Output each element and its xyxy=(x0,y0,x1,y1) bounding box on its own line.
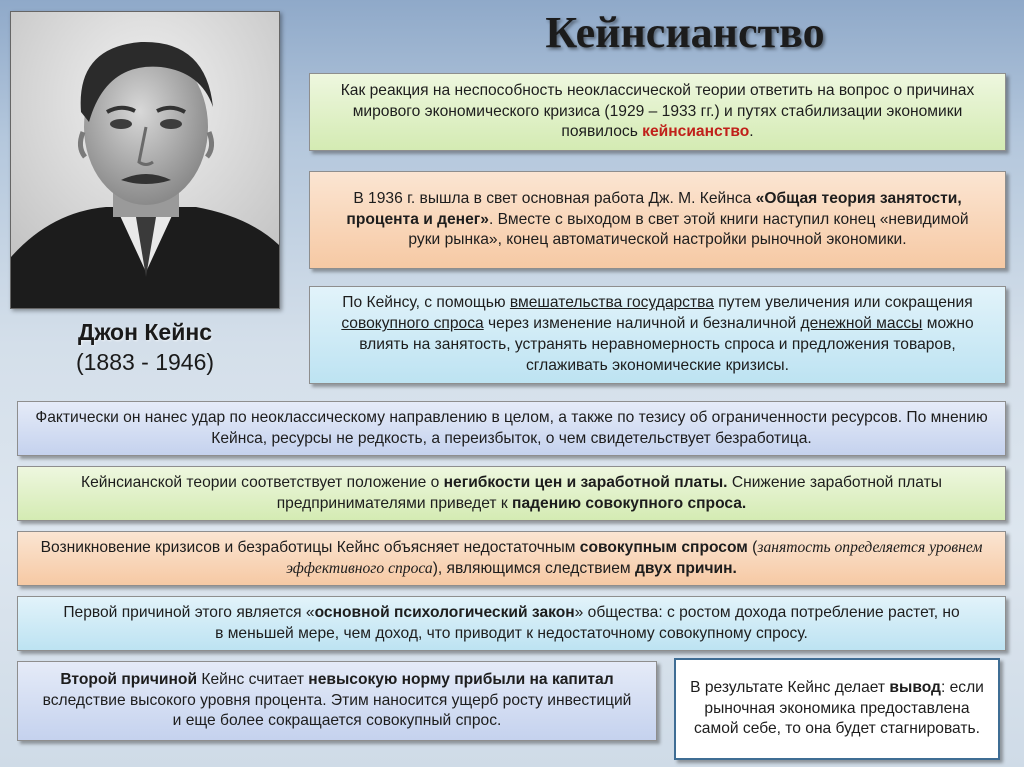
state-intervention-text: По Кейнсу, с помощью вмешательства государства путем увеличения или сокращения совокупного спроса через изменение наличной и безналичной денежной массы можно влиять на занятость, устранять неравномерность спроса и предложения товаров, сглаживать экономические кризисы. xyxy=(341,294,974,374)
neoclassical-critique-text: Фактически он нанес удар по неоклассическому направлению в целом, а также по тезису об ограниченности ресурсов. По мнению Кейнса, ресурсы не редкость, а переизбыток, о чем свидетельствует безработица. xyxy=(35,408,988,447)
conclusion-box xyxy=(674,658,1000,760)
crisis-causes-box xyxy=(17,531,1006,586)
price-rigidity-text: Кейнсианской теории соответствует положение о негибкости цен и заработной платы. Снижение заработной платы предпринимателями приведет к падению совокупного спроса. xyxy=(81,473,942,512)
price-rigidity-box xyxy=(17,466,1006,521)
page-title: Кейнсианство xyxy=(545,8,825,57)
first-cause-box xyxy=(17,596,1006,651)
portrait-photo xyxy=(10,11,280,309)
intro-box xyxy=(309,73,1006,151)
intro-text: Как реакция на неспособность неоклассической теории ответить на вопрос о причинах мирового экономического кризиса (1929 – 1933 гг.) и путях стабилизации экономики появилось кейнсианство. xyxy=(340,81,975,141)
keynesianism-highlight: кейнсианство xyxy=(642,123,750,141)
first-cause-text: Первой причиной этого является «основной психологический закон» общества: с ростом дохода потребление растет, но в меньшей мере, чем доход, что приводит к недостаточному совокупному спросу. xyxy=(63,603,960,642)
crisis-causes-text: Возникновение кризисов и безработицы Кейнс объясняет недостаточным совокупным спросом (занятость определяется уровнем эффективного спроса), являющимся следствием двух причин. xyxy=(40,538,983,577)
person-years: (1883 - 1946) xyxy=(75,349,215,375)
person-name: Джон Кейнс xyxy=(77,319,213,345)
general-theory-text: В 1936 г. вышла в свет основная работа Дж. М. Кейнса «Общая теория занятости, процента и денег». Вместе с выходом в свет этой книги наступил конец «невидимой руки рынка», конец автоматической настройки рыночной экономики. xyxy=(346,189,969,249)
neoclassical-critique-box xyxy=(17,401,1006,456)
conclusion-text: В результате Кейнс делает вывод: если рыночная экономика предоставлена самой себе, то она будет стагнировать. xyxy=(690,678,984,738)
second-cause-text: Второй причиной Кейнс считает невысокую норму прибыли на капитал вследствие высокого уровня процента. Этим наносится ущерб росту инвестиций и еще более сокращается совокупный спрос. xyxy=(42,670,632,730)
general-theory-box xyxy=(309,171,1006,269)
state-intervention-box xyxy=(309,286,1006,384)
portrait-illustration xyxy=(11,12,280,309)
second-cause-box xyxy=(17,661,657,741)
